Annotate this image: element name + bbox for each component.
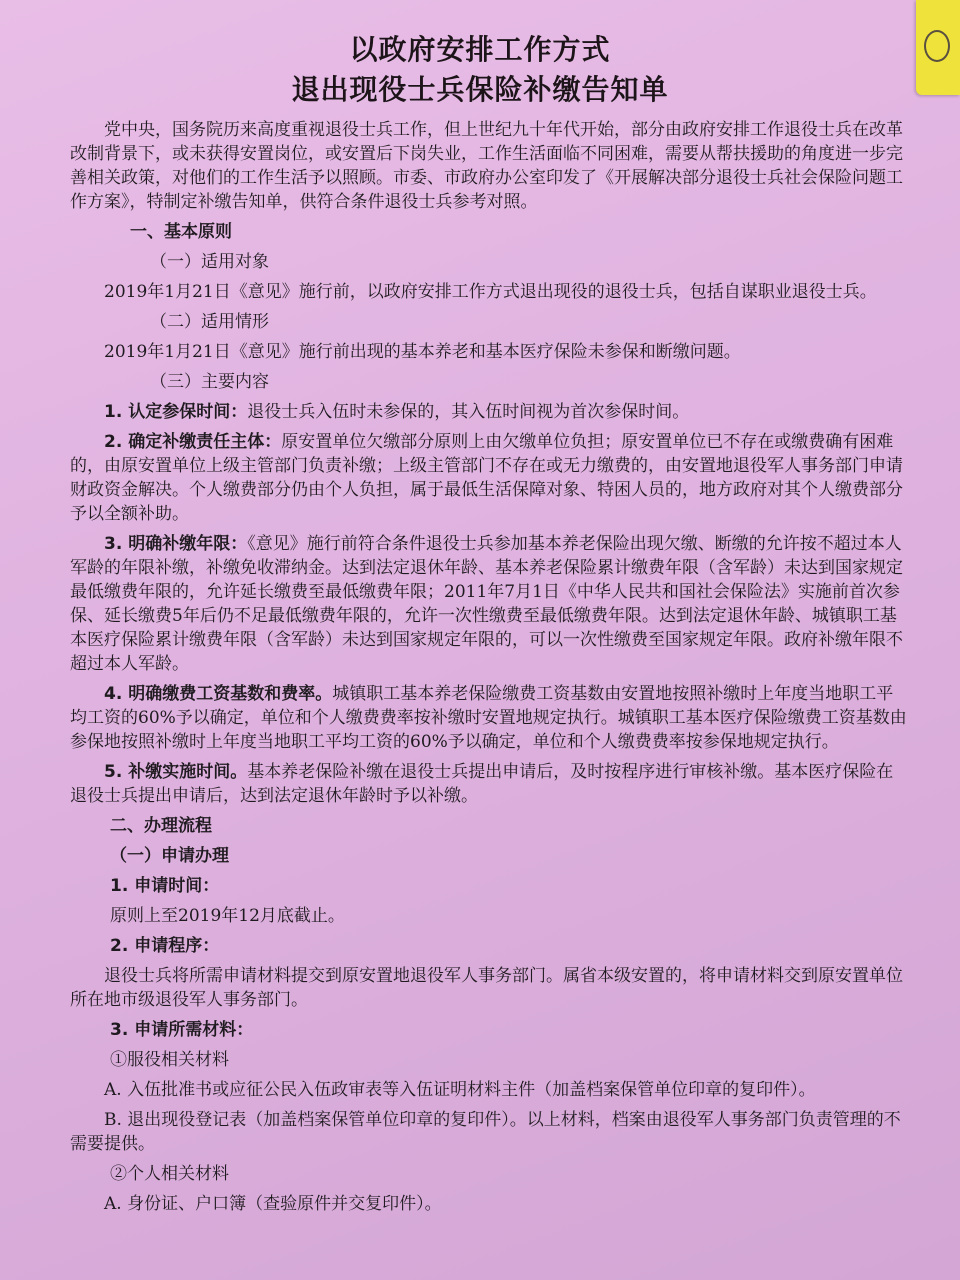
application-time-heading: 1. 申请时间： xyxy=(110,876,220,896)
service-materials-heading: ①服役相关材料 xyxy=(110,1050,229,1070)
item-3-text: 《意见》施行前符合条件退役士兵参加基本养老保险出现欠缴、断缴的允许按不超过本人军龄的年限补缴，补缴免收滞纳金。达到法定退休年龄、基本养老保险累计缴费年限（含军龄）未达到国家规定最低缴费年限的，允许延长缴费至最低缴费年限；2011年7月1日《中华人民共和国社会保险法》实施前首次参保、延长缴费5年后仍不足最低缴费年限的，允许一次性缴费至最低缴费年限。达到法定退休年龄、城镇职工基本医疗保险累计缴费年限（含军龄）未达到国家规定年限的，可以一次性缴费至国家规定年限。政府补缴年限不超过本人军龄。 xyxy=(70,534,903,674)
subsection-b-text: 2019年1月21日《意见》施行前出现的基本养老和基本医疗保险未参保和断缴问题。 xyxy=(104,342,741,362)
section-2a-heading: （一）申请办理 xyxy=(110,846,229,866)
item-1-lead: 1. 认定参保时间： xyxy=(104,402,248,422)
service-material-a: A. 入伍批准书或应征公民入伍政审表等入伍证明材料主件（加盖档案保管单位印章的复印件）。 xyxy=(104,1080,816,1100)
personal-materials-heading: ②个人相关材料 xyxy=(110,1164,229,1184)
application-time-text: 原则上至2019年12月底截止。 xyxy=(110,906,345,926)
item-5-lead: 5. 补缴实施时间。 xyxy=(104,762,248,782)
item-5 xyxy=(70,760,910,808)
personal-material-a: A. 身份证、户口簿（查验原件并交复印件）。 xyxy=(104,1194,442,1214)
subsection-a-heading: （一）适用对象 xyxy=(150,252,269,272)
item-2-text: 原安置单位欠缴部分原则上由欠缴单位负担；原安置单位已不存在或缴费确有困难的，由原安置单位上级主管部门负责补缴；上级主管部门不存在或无力缴费的，由安置地退役军人事务部门申请财政资金解决。个人缴费部分仍由个人负担，属于最低生活保障对象、特困人员的，地方政府对其个人缴费部分予以全额补助。 xyxy=(70,432,903,524)
document-body xyxy=(70,118,910,1222)
intro-paragraph: 党中央，国务院历来高度重视退役士兵工作，但上世纪九十年代开始，部分由政府安排工作退役士兵在改革改制背景下，或未获得安置岗位，或安置后下岗失业，工作生活面临不同困难，需要从帮扶援助的角度进一步完善相关政策，对他们的工作生活予以照顾。市委、市政府办公室印发了《开展解决部分退役士兵社会保险问题工作方案》，特制定补缴告知单，供符合条件退役士兵参考对照。 xyxy=(70,120,903,212)
item-1-text: 退役士兵入伍时未参保的，其入伍时间视为首次参保时间。 xyxy=(247,402,690,422)
document-header xyxy=(0,30,960,110)
item-2-lead: 2. 确定补缴责任主体： xyxy=(104,432,282,452)
item-3 xyxy=(70,532,910,676)
application-procedure-text: 退役士兵将所需申请材料提交到原安置地退役军人事务部门。属省本级安置的，将申请材料交到原安置单位所在地市级退役军人事务部门。 xyxy=(70,966,903,1010)
item-2 xyxy=(70,430,910,526)
section-1-heading: 一、基本原则 xyxy=(130,222,232,242)
item-4-text: 城镇职工基本养老保险缴费工资基数由安置地按照补缴时上年度当地职工平均工资的60%予以确定，单位和个人缴费费率按补缴时安置地规定执行。城镇职工基本医疗保险缴费工资基数由参保地按照补缴时上年度当地职工平均工资的60%予以确定，单位和个人缴费费率按参保地规定执行。 xyxy=(70,684,907,752)
section-2-heading: 二、办理流程 xyxy=(110,816,212,836)
required-materials-heading: 3. 申请所需材料： xyxy=(110,1020,254,1040)
service-material-b: B. 退出现役登记表（加盖档案保管单位印章的复印件）。以上材料，档案由退役军人事务部门负责管理的不需要提供。 xyxy=(70,1110,901,1154)
subsection-a-text: 2019年1月21日《意见》施行前，以政府安排工作方式退出现役的退役士兵，包括自谋职业退役士兵。 xyxy=(104,282,877,302)
item-3-lead: 3. 明确补缴年限： xyxy=(104,534,248,554)
item-4 xyxy=(70,682,910,754)
subsection-c-heading: （三）主要内容 xyxy=(150,372,269,392)
subsection-b-heading: （二）适用情形 xyxy=(150,312,269,332)
application-procedure-heading: 2. 申请程序： xyxy=(110,936,220,956)
item-5-text: 基本养老保险补缴在退役士兵提出申请后，及时按程序进行审核补缴。基本医疗保险在退役士兵提出申请后，达到法定退休年龄时予以补缴。 xyxy=(70,762,894,806)
title-line-1: 以政府安排工作方式 xyxy=(349,33,611,66)
title-line-2: 退出现役士兵保险补缴告知单 xyxy=(291,73,669,106)
item-1 xyxy=(70,400,910,424)
item-4-lead: 4. 明确缴费工资基数和费率。 xyxy=(104,684,333,704)
